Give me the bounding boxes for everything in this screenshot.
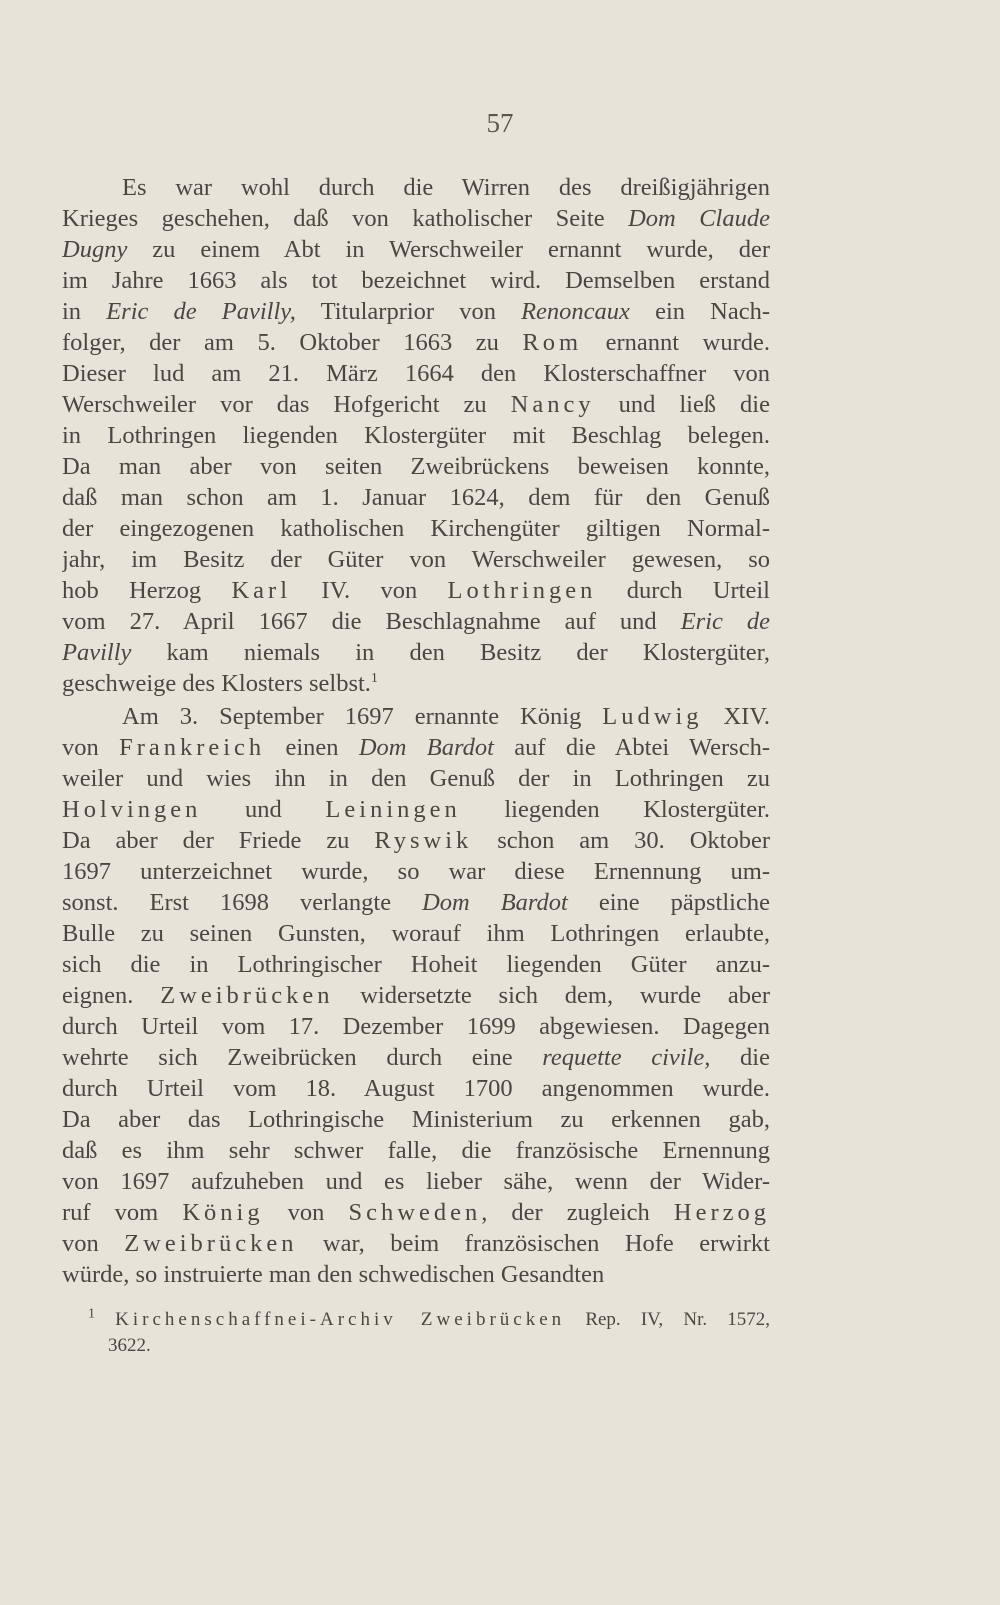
- footnote-reference: 1: [370, 670, 378, 686]
- spaced-name: König: [182, 1199, 264, 1226]
- text-line: sonst. Erst 1698 verlangte Dom Bardot eine päpstliche: [62, 889, 770, 916]
- text-line: daß es ihm sehr schwer falle, die französische Ernennung: [62, 1137, 770, 1164]
- text-line: Krieges geschehen, daß von katholischer Seite Dom Claude: [62, 205, 770, 232]
- text-line: Da man aber von seiten Zweibrückens beweisen konnte,: [62, 453, 770, 480]
- italic-term: Dom Claude: [628, 205, 770, 232]
- text-line: Dugny zu einem Abt in Werschweiler ernannt wurde, der: [62, 236, 770, 263]
- italic-term: Dugny: [62, 236, 128, 263]
- footnote-continuation: 3622.: [108, 1335, 151, 1356]
- footnote-line: [88, 1307, 770, 1333]
- spaced-name: Nancy: [510, 391, 595, 418]
- spaced-name: Schweden: [348, 1199, 482, 1226]
- italic-term: Eric de Pavilly,: [106, 298, 296, 325]
- italic-term: Eric de: [680, 608, 770, 635]
- text-line: folger, der am 5. Oktober 1663 zu Rom ernannt wurde.: [62, 329, 770, 356]
- text-line: von Zweibrücken war, beim französischen Hofe erwirkt: [62, 1230, 770, 1257]
- footnote-archive: Kirchenschaffnei-Archiv Zweibrücken: [115, 1309, 566, 1330]
- spaced-name: Lothringen: [447, 577, 597, 604]
- spaced-name: Frankreich: [119, 734, 266, 761]
- footnote-marker: 1: [88, 1306, 95, 1322]
- text-line: Werschweiler vor das Hofgericht zu Nancy und ließ die: [62, 391, 770, 418]
- text-line: von Frankreich einen Dom Bardot auf die Abtei Wersch-: [62, 734, 770, 761]
- text-line: der eingezogenen katholischen Kirchengüter giltigen Normal-: [62, 515, 770, 542]
- text-line: Da aber der Friede zu Ryswik schon am 30. Oktober: [62, 827, 770, 854]
- text-line: Am 3. September 1697 ernannte König Ludwig XIV.: [122, 703, 770, 730]
- text-line: eignen. Zweibrücken widersetzte sich dem, wurde aber: [62, 982, 770, 1009]
- text-line: in Lothringen liegenden Klostergüter mit Beschlag belegen.: [62, 422, 770, 449]
- text-line: hob Herzog Karl IV. von Lothringen durch Urteil: [62, 577, 770, 604]
- spaced-name: Zweibrücken: [124, 1230, 298, 1257]
- italic-term: requette civile,: [542, 1044, 711, 1071]
- text-line: Pavilly kam niemals in den Besitz der Klostergüter,: [62, 639, 770, 666]
- text-line: Dieser lud am 21. März 1664 den Klosterschaffner von: [62, 360, 770, 387]
- text-line: ruf vom König von Schweden, der zugleich Herzog: [62, 1199, 770, 1226]
- spaced-name: Herzog: [673, 1199, 770, 1226]
- text-line: jahr, im Besitz der Güter von Werschweiler gewesen, so: [62, 546, 770, 573]
- spaced-name: Zweibrücken: [160, 982, 334, 1009]
- italic-term: Pavilly: [62, 639, 132, 666]
- text-line: wehrte sich Zweibrücken durch eine requette civile, die: [62, 1044, 770, 1071]
- text-line: 1697 unterzeichnet wurde, so war diese Ernennung um-: [62, 858, 770, 885]
- text-line: daß man schon am 1. Januar 1624, dem für den Genuß: [62, 484, 770, 511]
- text-line: Da aber das Lothringische Ministerium zu erkennen gab,: [62, 1106, 770, 1133]
- spaced-name: Rom: [522, 329, 583, 356]
- text-line: Es war wohl durch die Wirren des dreißigjährigen: [122, 174, 770, 201]
- text-line: vom 27. April 1667 die Beschlagnahme auf und Eric de: [62, 608, 770, 635]
- text-line: durch Urteil vom 17. Dezember 1699 abgewiesen. Dagegen: [62, 1013, 770, 1040]
- spaced-name: Ryswik: [374, 827, 473, 854]
- italic-term: Dom Bardot: [358, 734, 494, 761]
- text-line: würde, so instruierte man den schwedischen Gesandten: [62, 1261, 605, 1288]
- text-line: weiler und wies ihn in den Genuß der in Lothringen zu: [62, 765, 770, 792]
- text-line: von 1697 aufzuheben und es lieber sähe, wenn der Wider-: [62, 1168, 770, 1195]
- page-number: 57: [486, 108, 514, 138]
- text-line: im Jahre 1663 als tot bezeichnet wird. Demselben erstand: [62, 267, 770, 294]
- text-line: in Eric de Pavilly, Titularprior von Renoncaux ein Nach-: [62, 298, 770, 325]
- text-line: geschweige des Klosters selbst.$^1$: [62, 670, 378, 697]
- text-line: Bulle zu seinen Gunsten, worauf ihm Lothringen erlaubte,: [62, 920, 770, 947]
- text-line: sich die in Lothringischer Hoheit liegenden Güter anzu-: [62, 951, 770, 978]
- spaced-name: Ludwig: [602, 703, 703, 730]
- spaced-name: Leiningen: [325, 796, 461, 823]
- spaced-name: Holvingen: [62, 796, 202, 823]
- text-line: Holvingen und Leiningen liegenden Klostergüter.: [62, 796, 770, 823]
- italic-term: Dom Bardot: [422, 889, 568, 916]
- text-line: durch Urteil vom 18. August 1700 angenommen wurde.: [62, 1075, 770, 1102]
- spaced-name: Karl: [231, 577, 292, 604]
- italic-term: Renoncaux: [521, 298, 630, 325]
- footnote-ref: Rep. IV, Nr. 1572,: [585, 1309, 771, 1330]
